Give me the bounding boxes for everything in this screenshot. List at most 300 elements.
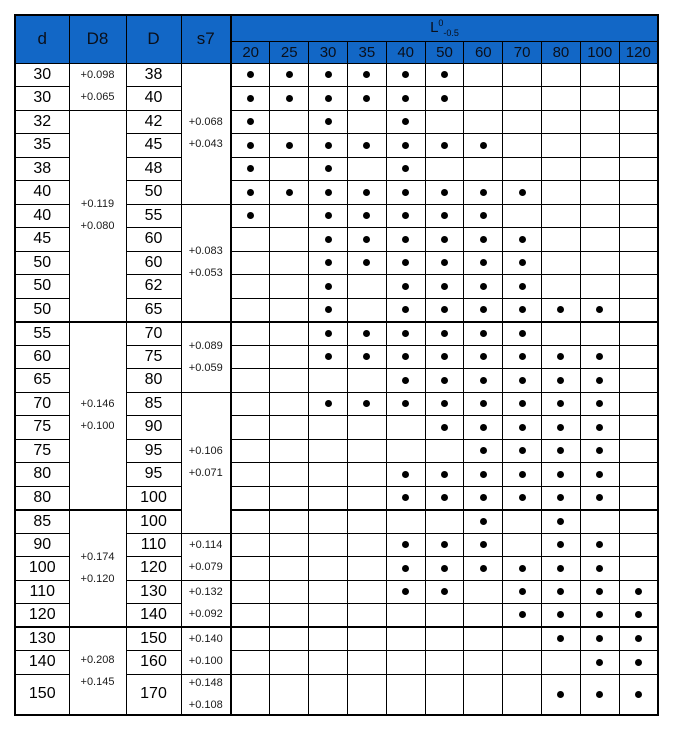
- tolerance-upper: +0.140: [188, 633, 223, 646]
- availability-dot: [402, 118, 409, 125]
- availability-dot: [596, 353, 603, 360]
- D-value-cell: 170: [126, 674, 181, 715]
- length-availability-cell: [464, 87, 503, 111]
- length-availability-cell: [503, 392, 542, 416]
- availability-dot: [441, 541, 448, 548]
- length-availability-cell: [503, 63, 542, 87]
- length-availability-cell: [231, 157, 270, 181]
- length-availability-cell: [542, 275, 581, 299]
- length-availability-cell: [464, 204, 503, 228]
- length-availability-cell: [231, 533, 270, 557]
- availability-dot: [557, 306, 564, 313]
- availability-dot: [519, 424, 526, 431]
- length-availability-cell: [542, 134, 581, 158]
- availability-dot: [363, 142, 370, 149]
- length-availability-cell: [503, 533, 542, 557]
- tolerance-lower: +0.145: [80, 675, 115, 688]
- length-availability-cell: [619, 463, 658, 487]
- length-availability-cell: [386, 369, 425, 393]
- length-availability-cell: [503, 580, 542, 604]
- availability-dot: [402, 588, 409, 595]
- length-availability-cell: [542, 416, 581, 440]
- length-availability-cell: [386, 181, 425, 205]
- length-availability-cell: [503, 510, 542, 534]
- length-availability-cell: [580, 157, 619, 181]
- length-availability-cell: [309, 416, 348, 440]
- length-availability-cell: [309, 228, 348, 252]
- length-availability-cell: [425, 204, 464, 228]
- length-availability-cell: [580, 416, 619, 440]
- length-availability-cell: [503, 369, 542, 393]
- length-availability-cell: [231, 392, 270, 416]
- d-value-cell: 50: [15, 251, 69, 275]
- d-value-cell: 55: [15, 322, 69, 346]
- availability-dot: [441, 212, 448, 219]
- availability-dot: [519, 611, 526, 618]
- table-row: [15, 110, 658, 134]
- length-availability-cell: [425, 674, 464, 715]
- length-availability-cell: [347, 181, 386, 205]
- D8-tolerance-cell: [69, 510, 126, 628]
- availability-dot: [325, 71, 332, 78]
- length-availability-cell: [347, 298, 386, 322]
- length-availability-cell: [580, 181, 619, 205]
- d-value-cell: 75: [15, 439, 69, 463]
- length-availability-cell: [309, 63, 348, 87]
- length-availability-cell: [464, 510, 503, 534]
- length-availability-cell: [619, 580, 658, 604]
- length-availability-cell: [309, 604, 348, 628]
- availability-dot: [402, 306, 409, 313]
- length-availability-cell: [386, 463, 425, 487]
- length-availability-cell: [464, 275, 503, 299]
- length-availability-cell: [619, 651, 658, 675]
- availability-dot: [402, 212, 409, 219]
- tolerance-upper: +0.132: [188, 585, 223, 598]
- length-availability-cell: [347, 110, 386, 134]
- length-availability-cell: [464, 322, 503, 346]
- length-availability-cell: [309, 392, 348, 416]
- length-availability-cell: [464, 181, 503, 205]
- availability-dot: [325, 236, 332, 243]
- availability-dot: [596, 588, 603, 595]
- availability-dot: [325, 353, 332, 360]
- availability-dot: [402, 377, 409, 384]
- d-value-cell: 85: [15, 510, 69, 534]
- length-availability-cell: [231, 604, 270, 628]
- availability-dot: [325, 95, 332, 102]
- length-availability-cell: [347, 416, 386, 440]
- availability-dot: [519, 471, 526, 478]
- length-availability-cell: [542, 322, 581, 346]
- length-availability-cell: [619, 63, 658, 87]
- length-availability-cell: [425, 416, 464, 440]
- d-value-cell: 80: [15, 463, 69, 487]
- availability-dot: [402, 400, 409, 407]
- availability-dot: [557, 377, 564, 384]
- length-availability-cell: [231, 275, 270, 299]
- availability-dot: [402, 330, 409, 337]
- D-value-cell: 62: [126, 275, 181, 299]
- availability-dot: [247, 142, 254, 149]
- length-availability-cell: [270, 627, 309, 651]
- length-availability-cell: [347, 486, 386, 510]
- length-availability-cell: [542, 157, 581, 181]
- availability-dot: [247, 71, 254, 78]
- length-availability-cell: [425, 557, 464, 581]
- availability-dot: [286, 95, 293, 102]
- length-availability-cell: [503, 228, 542, 252]
- length-availability-cell: [309, 486, 348, 510]
- length-availability-cell: [425, 251, 464, 275]
- length-availability-cell: [347, 134, 386, 158]
- availability-dot: [402, 236, 409, 243]
- length-availability-cell: [270, 87, 309, 111]
- availability-dot: [441, 353, 448, 360]
- length-availability-cell: [386, 251, 425, 275]
- d-value-cell: 50: [15, 275, 69, 299]
- D-value-cell: 48: [126, 157, 181, 181]
- availability-dot: [402, 142, 409, 149]
- length-availability-cell: [270, 298, 309, 322]
- D-value-cell: 90: [126, 416, 181, 440]
- availability-dot: [363, 259, 370, 266]
- length-availability-cell: [464, 580, 503, 604]
- length-availability-cell: [425, 134, 464, 158]
- availability-dot: [519, 565, 526, 572]
- availability-dot: [635, 635, 642, 642]
- D-value-cell: 140: [126, 604, 181, 628]
- availability-dot: [363, 95, 370, 102]
- d-value-cell: 45: [15, 228, 69, 252]
- length-availability-cell: [309, 298, 348, 322]
- length-availability-cell: [619, 110, 658, 134]
- length-availability-cell: [580, 557, 619, 581]
- availability-dot: [363, 353, 370, 360]
- dimension-spec-table: [14, 14, 659, 716]
- length-availability-cell: [309, 322, 348, 346]
- length-availability-cell: [270, 604, 309, 628]
- availability-dot: [519, 189, 526, 196]
- s7-tolerance-cell: [181, 63, 231, 204]
- length-availability-cell: [580, 604, 619, 628]
- length-availability-cell: [619, 439, 658, 463]
- s7-tolerance-cell: [181, 392, 231, 533]
- length-availability-cell: [580, 533, 619, 557]
- length-availability-cell: [270, 63, 309, 87]
- D-value-cell: 75: [126, 345, 181, 369]
- length-availability-cell: [542, 228, 581, 252]
- availability-dot: [596, 635, 603, 642]
- availability-dot: [557, 353, 564, 360]
- length-availability-cell: [619, 181, 658, 205]
- availability-dot: [441, 95, 448, 102]
- length-availability-cell: [425, 651, 464, 675]
- length-availability-cell: [270, 228, 309, 252]
- length-availability-cell: [464, 627, 503, 651]
- length-availability-cell: [270, 157, 309, 181]
- s7-tolerance-cell: [181, 627, 231, 674]
- length-availability-cell: [347, 533, 386, 557]
- d-value-cell: 120: [15, 604, 69, 628]
- length-availability-cell: [542, 298, 581, 322]
- header-row-main: [15, 15, 658, 41]
- length-availability-cell: [347, 510, 386, 534]
- length-availability-cell: [580, 627, 619, 651]
- availability-dot: [441, 330, 448, 337]
- tolerance-lower: +0.100: [80, 420, 115, 432]
- d-value-cell: 38: [15, 157, 69, 181]
- length-availability-cell: [309, 463, 348, 487]
- availability-dot: [441, 189, 448, 196]
- D-value-cell: 60: [126, 251, 181, 275]
- length-availability-cell: [542, 510, 581, 534]
- length-availability-cell: [386, 416, 425, 440]
- availability-dot: [325, 189, 332, 196]
- length-availability-cell: [386, 134, 425, 158]
- availability-dot: [402, 71, 409, 78]
- length-availability-cell: [231, 87, 270, 111]
- length-availability-cell: [542, 486, 581, 510]
- s7-tolerance-cell: [181, 674, 231, 715]
- length-availability-cell: [309, 439, 348, 463]
- D-value-cell: 38: [126, 63, 181, 87]
- column-header-D: D: [126, 15, 181, 63]
- availability-dot: [480, 565, 487, 572]
- length-availability-cell: [231, 463, 270, 487]
- d-value-cell: 32: [15, 110, 69, 134]
- D-value-cell: 95: [126, 439, 181, 463]
- availability-dot: [480, 283, 487, 290]
- length-availability-cell: [270, 392, 309, 416]
- length-availability-cell: [503, 416, 542, 440]
- d-value-cell: 90: [15, 533, 69, 557]
- length-availability-cell: [619, 157, 658, 181]
- availability-dot: [363, 400, 370, 407]
- availability-dot: [519, 236, 526, 243]
- availability-dot: [441, 424, 448, 431]
- length-availability-cell: [464, 416, 503, 440]
- length-availability-cell: [309, 87, 348, 111]
- length-availability-cell: [386, 533, 425, 557]
- length-availability-cell: [386, 204, 425, 228]
- length-availability-cell: [386, 604, 425, 628]
- length-availability-cell: [619, 275, 658, 299]
- length-availability-cell: [503, 322, 542, 346]
- size-column-header: 100: [580, 41, 619, 63]
- length-availability-cell: [542, 439, 581, 463]
- availability-dot: [247, 165, 254, 172]
- availability-dot: [402, 471, 409, 478]
- length-availability-cell: [347, 674, 386, 715]
- availability-dot: [480, 353, 487, 360]
- size-column-header: 25: [270, 41, 309, 63]
- availability-dot: [480, 400, 487, 407]
- availability-dot: [480, 306, 487, 313]
- length-availability-cell: [580, 392, 619, 416]
- availability-dot: [402, 189, 409, 196]
- length-availability-cell: [503, 651, 542, 675]
- availability-dot: [557, 494, 564, 501]
- availability-dot: [402, 259, 409, 266]
- availability-dot: [596, 424, 603, 431]
- length-availability-cell: [425, 157, 464, 181]
- length-availability-cell: [464, 651, 503, 675]
- d-value-cell: 110: [15, 580, 69, 604]
- length-availability-cell: [270, 651, 309, 675]
- length-availability-cell: [309, 110, 348, 134]
- length-availability-cell: [619, 557, 658, 581]
- length-availability-cell: [580, 345, 619, 369]
- tolerance-upper: +0.146: [80, 398, 115, 410]
- availability-dot: [480, 189, 487, 196]
- D8-tolerance-cell: [69, 627, 126, 715]
- length-availability-cell: [347, 157, 386, 181]
- length-availability-cell: [386, 439, 425, 463]
- availability-dot: [325, 400, 332, 407]
- length-availability-cell: [619, 369, 658, 393]
- length-availability-cell: [270, 533, 309, 557]
- tolerance-upper: +0.119: [80, 198, 115, 210]
- length-availability-cell: [231, 134, 270, 158]
- availability-dot: [441, 306, 448, 313]
- availability-dot: [519, 330, 526, 337]
- size-column-header: 20: [231, 41, 270, 63]
- tolerance-lower: +0.071: [188, 467, 223, 479]
- length-availability-cell: [619, 228, 658, 252]
- availability-dot: [519, 494, 526, 501]
- availability-dot: [557, 635, 564, 642]
- D-value-cell: 42: [126, 110, 181, 134]
- availability-dot: [596, 471, 603, 478]
- availability-dot: [325, 283, 332, 290]
- availability-dot: [557, 611, 564, 618]
- length-availability-cell: [347, 322, 386, 346]
- length-availability-cell: [464, 674, 503, 715]
- length-availability-cell: [231, 204, 270, 228]
- length-availability-cell: [231, 369, 270, 393]
- d-value-cell: 140: [15, 651, 69, 675]
- length-availability-cell: [425, 439, 464, 463]
- availability-dot: [480, 447, 487, 454]
- tolerance-upper: +0.106: [188, 445, 223, 457]
- length-availability-cell: [580, 439, 619, 463]
- length-availability-cell: [580, 322, 619, 346]
- availability-dot: [557, 541, 564, 548]
- length-availability-cell: [425, 533, 464, 557]
- length-availability-cell: [270, 275, 309, 299]
- length-availability-cell: [386, 110, 425, 134]
- availability-dot: [325, 259, 332, 266]
- length-availability-cell: [231, 63, 270, 87]
- tolerance-lower: +0.053: [188, 267, 223, 279]
- size-column-header: 60: [464, 41, 503, 63]
- size-column-header: 30: [309, 41, 348, 63]
- length-availability-cell: [347, 392, 386, 416]
- length-availability-cell: [386, 557, 425, 581]
- length-availability-cell: [231, 345, 270, 369]
- tolerance-lower: +0.100: [188, 655, 223, 668]
- length-availability-cell: [309, 627, 348, 651]
- availability-dot: [363, 189, 370, 196]
- D-value-cell: 150: [126, 627, 181, 651]
- availability-dot: [635, 691, 642, 698]
- length-availability-cell: [347, 369, 386, 393]
- size-column-header: 35: [347, 41, 386, 63]
- length-availability-cell: [503, 463, 542, 487]
- length-availability-cell: [386, 228, 425, 252]
- length-availability-cell: [503, 627, 542, 651]
- length-availability-cell: [231, 110, 270, 134]
- length-availability-cell: [347, 651, 386, 675]
- availability-dot: [363, 212, 370, 219]
- length-availability-cell: [503, 251, 542, 275]
- length-availability-cell: [347, 63, 386, 87]
- availability-dot: [557, 691, 564, 698]
- availability-dot: [402, 95, 409, 102]
- length-availability-cell: [619, 392, 658, 416]
- length-availability-cell: [580, 251, 619, 275]
- availability-dot: [325, 165, 332, 172]
- length-availability-cell: [619, 204, 658, 228]
- length-availability-cell: [309, 157, 348, 181]
- D-value-cell: 120: [126, 557, 181, 581]
- availability-dot: [480, 236, 487, 243]
- availability-dot: [286, 189, 293, 196]
- length-availability-cell: [425, 298, 464, 322]
- length-availability-cell: [270, 204, 309, 228]
- availability-dot: [363, 330, 370, 337]
- length-availability-cell: [425, 463, 464, 487]
- length-availability-cell: [542, 110, 581, 134]
- length-availability-cell: [580, 134, 619, 158]
- availability-dot: [480, 212, 487, 219]
- availability-dot: [441, 236, 448, 243]
- size-column-header: 50: [425, 41, 464, 63]
- availability-dot: [519, 306, 526, 313]
- length-availability-cell: [503, 204, 542, 228]
- length-availability-cell: [347, 275, 386, 299]
- table-row: [15, 322, 658, 346]
- tolerance-upper: +0.068: [188, 116, 223, 128]
- tolerance-upper: +0.114: [189, 539, 223, 551]
- length-availability-cell: [386, 298, 425, 322]
- length-availability-cell: [347, 251, 386, 275]
- length-availability-cell: [386, 87, 425, 111]
- length-availability-cell: [270, 486, 309, 510]
- length-availability-cell: [231, 181, 270, 205]
- length-availability-cell: [231, 322, 270, 346]
- length-availability-cell: [503, 674, 542, 715]
- length-availability-cell: [464, 157, 503, 181]
- availability-dot: [557, 588, 564, 595]
- availability-dot: [325, 306, 332, 313]
- D-value-cell: 100: [126, 510, 181, 534]
- d-value-cell: 40: [15, 181, 69, 205]
- size-column-header: 70: [503, 41, 542, 63]
- availability-dot: [286, 71, 293, 78]
- length-availability-cell: [464, 392, 503, 416]
- length-availability-cell: [619, 533, 658, 557]
- length-availability-cell: [270, 369, 309, 393]
- table-header: [15, 15, 658, 63]
- availability-dot: [247, 212, 254, 219]
- length-availability-cell: [619, 674, 658, 715]
- length-availability-cell: [270, 439, 309, 463]
- L-label-subscript: -0.5: [443, 28, 459, 39]
- availability-dot: [480, 471, 487, 478]
- s7-tolerance-cell: [181, 533, 231, 580]
